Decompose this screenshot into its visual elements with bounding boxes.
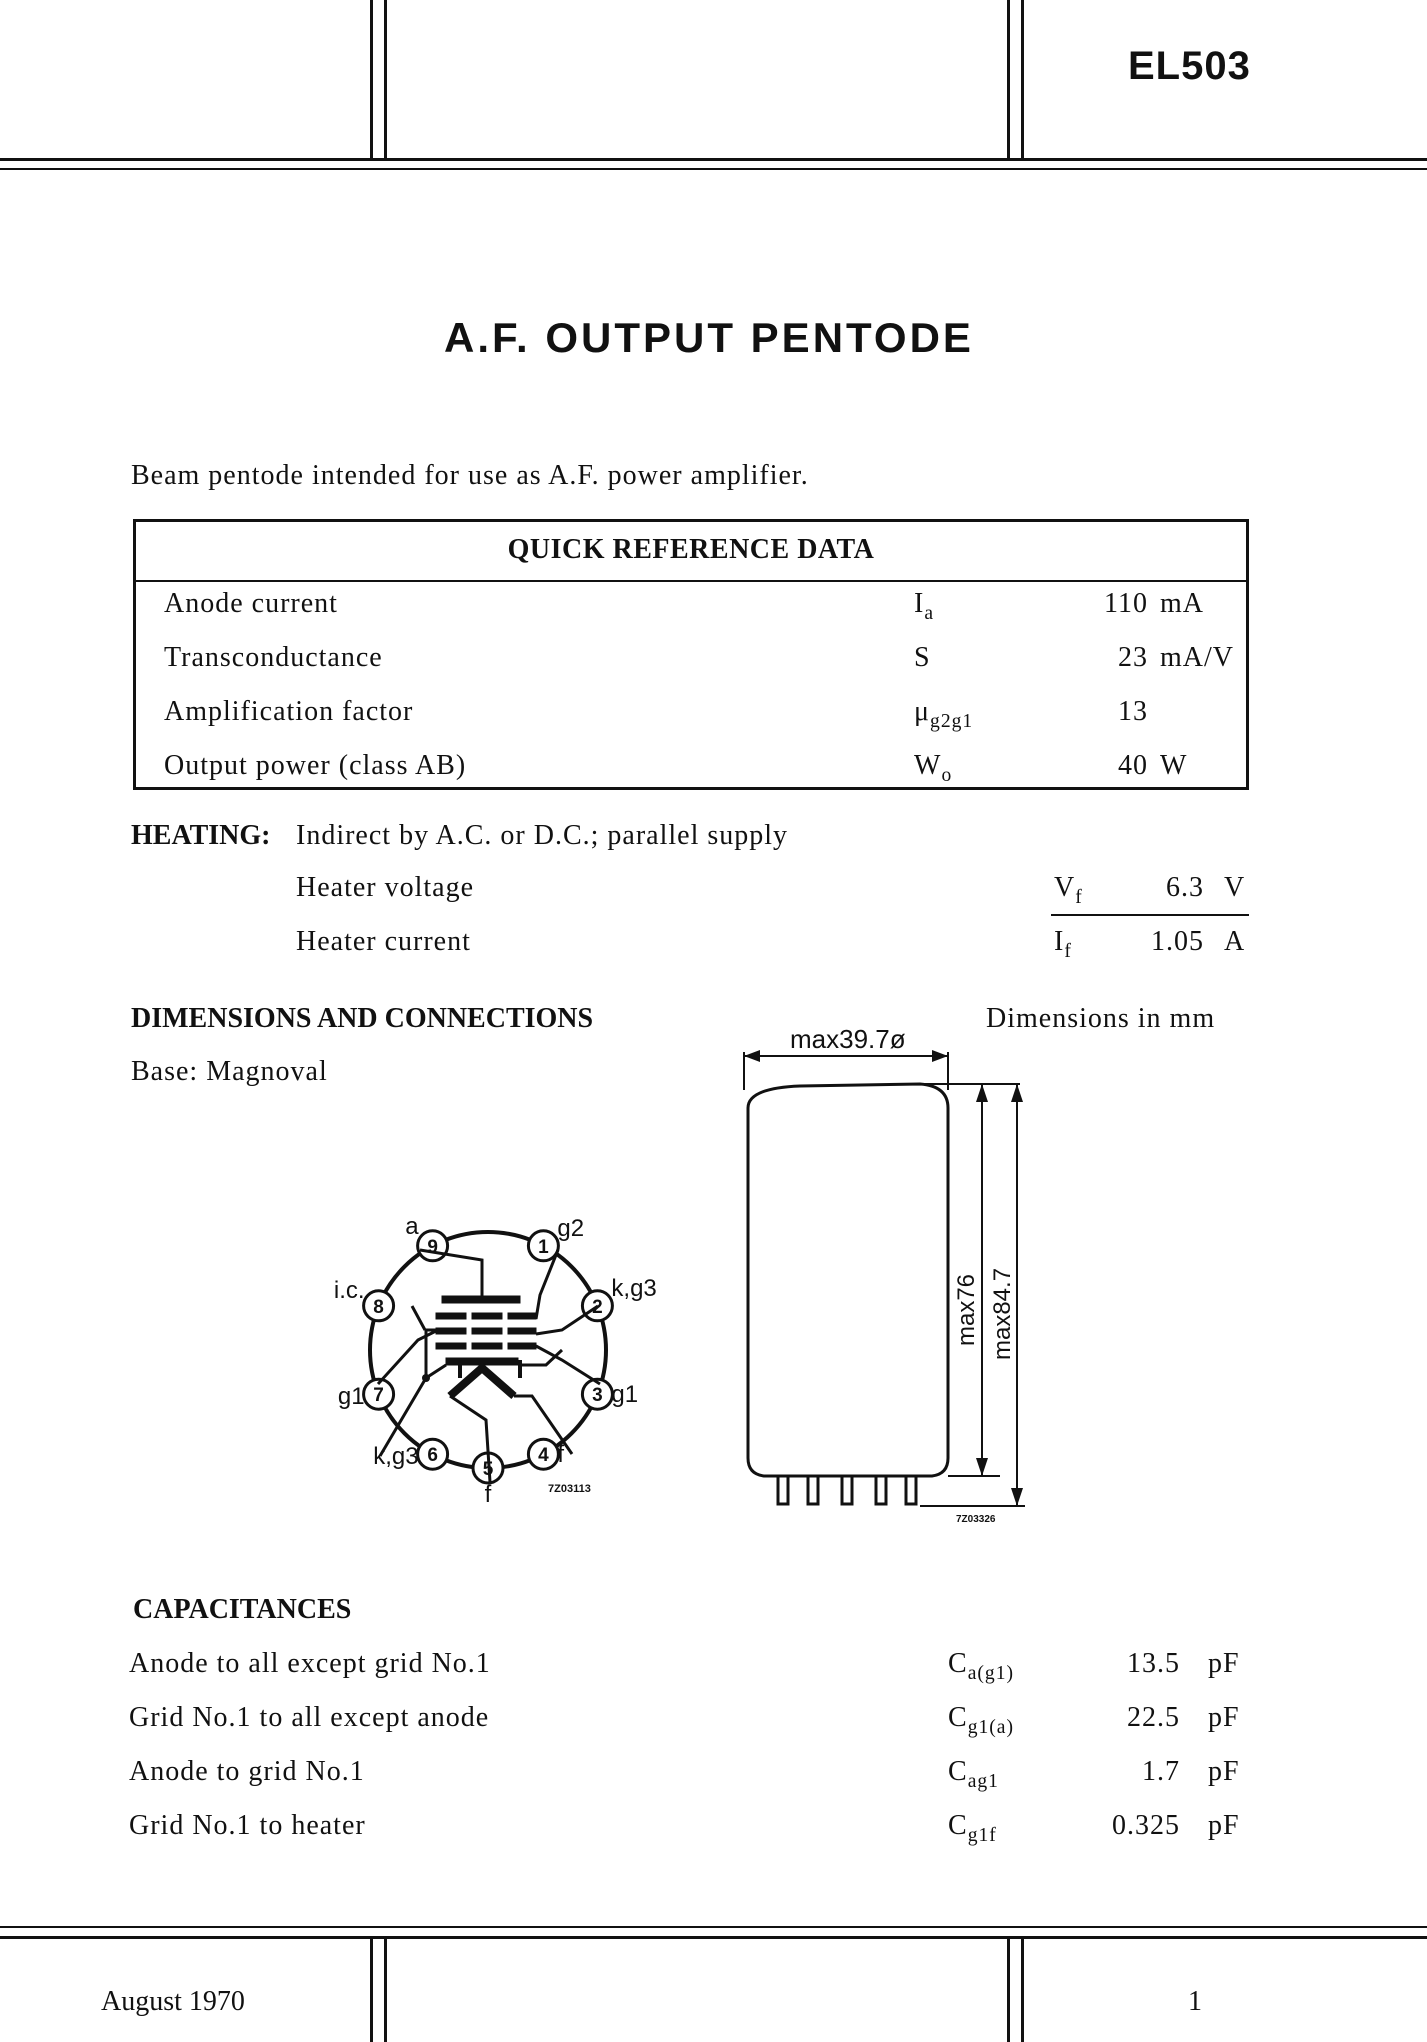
capacitance-label: Anode to grid No.1 (129, 1756, 365, 1787)
pin-number: 3 (592, 1385, 603, 1407)
pin-number: 5 (482, 1459, 494, 1480)
drawing-code-base: 7Z03113 (548, 1483, 591, 1495)
symbol-base: C (948, 1702, 968, 1733)
qr-unit: mA/V (1160, 642, 1234, 673)
footer-rule-top (0, 1926, 1427, 1928)
page-number: 1 (1188, 1986, 1203, 2017)
pin-label: a (405, 1212, 419, 1240)
capacitance-value: 13.5 (1127, 1648, 1180, 1679)
symbol-subscript: f (1075, 886, 1083, 908)
heating-row-value: 1.05 (1151, 926, 1204, 957)
qr-label: Transconductance (164, 642, 383, 673)
capacitances-heading: CAPACITANCES (133, 1594, 352, 1625)
capacitance-symbol (948, 1702, 1014, 1739)
capacitance-symbol (948, 1756, 999, 1793)
symbol-base: C (948, 1756, 968, 1787)
footer-divider-1b (384, 1936, 387, 2042)
outline-drawing (720, 1000, 1080, 1540)
header-divider-1b (384, 0, 387, 160)
page-title: A.F. OUTPUT PENTODE (444, 314, 974, 361)
footer-rule-bottom (0, 1936, 1427, 1939)
pin-number: 9 (427, 1236, 438, 1258)
footer-divider-2a (1007, 1936, 1010, 2042)
pin-label: g1 (611, 1381, 639, 1409)
bulb-outline (748, 1084, 948, 1476)
capacitance-label: Anode to all except grid No.1 (129, 1648, 491, 1679)
pin-number: 8 (373, 1296, 384, 1318)
electrode-structure (436, 1296, 536, 1396)
footer-date: August 1970 (101, 1986, 245, 2017)
drawing-code-outline: 7Z03326 (956, 1514, 996, 1525)
footer-divider-1a (370, 1936, 373, 2042)
capacitance-label: Grid No.1 to heater (129, 1810, 366, 1841)
symbol-base: C (948, 1648, 968, 1679)
header-divider-2a (1007, 0, 1010, 160)
symbol-subscript: g (930, 710, 941, 732)
symbol-subscript: g1f (967, 1824, 997, 1846)
symbol-subscript-2: 2g1 (940, 710, 974, 732)
heating-row-unit: V (1224, 872, 1246, 903)
heating-label: HEATING: (131, 820, 271, 851)
pin-number: 7 (373, 1385, 384, 1407)
heating-text: Indirect by A.C. or D.C.; parallel supply (296, 820, 789, 851)
dimensions-note: Dimensions in mm (986, 1003, 1216, 1034)
pin-label: g1 (337, 1383, 365, 1411)
quick-reference-table (133, 519, 1249, 790)
symbol-base: W (914, 750, 942, 781)
pin-number: 6 (427, 1445, 438, 1467)
symbol-subscript: o (941, 764, 953, 786)
symbol-base: V (1054, 872, 1076, 903)
description: Beam pentode intended for use as A.F. power amplifier. (131, 460, 809, 491)
capacitance-symbol (948, 1810, 997, 1847)
capacitance-symbol (948, 1648, 1014, 1685)
symbol-base: S (914, 642, 931, 673)
heating-rule (1051, 914, 1249, 916)
heating-row-label: Heater voltage (296, 872, 475, 903)
symbol-subscript: f (1064, 940, 1072, 962)
type-number: EL503 (1128, 44, 1251, 88)
symbol-base: C (948, 1810, 968, 1841)
symbol-base: I (914, 588, 925, 619)
heating-row-symbol (1054, 926, 1072, 963)
quick-reference-heading-rule (136, 580, 1246, 582)
qr-value: 13 (1118, 696, 1148, 727)
symbol-base: μ (914, 696, 931, 727)
max-height-body-label: max76 (953, 1273, 980, 1346)
capacitance-unit: pF (1208, 1648, 1240, 1679)
pin-label: f (484, 1481, 492, 1508)
footer-divider-2b (1021, 1936, 1024, 2042)
capacitance-value: 0.325 (1112, 1810, 1180, 1841)
qr-unit: W (1160, 750, 1188, 781)
header-rule-bottom (0, 168, 1427, 170)
qr-label: Output power (class AB) (164, 750, 467, 781)
pin-label: k,g3 (611, 1274, 657, 1302)
pin-number: 2 (592, 1296, 603, 1318)
capacitance-value: 22.5 (1127, 1702, 1180, 1733)
symbol-subscript: g1(a) (967, 1716, 1015, 1738)
header-rule-top (0, 158, 1427, 161)
heating-row-label: Heater current (296, 926, 471, 957)
pin-label: k,g3 (373, 1443, 419, 1471)
max-diameter-label: max39.7ø (790, 1024, 906, 1054)
pin-number: 4 (538, 1445, 549, 1467)
pin-number: 1 (538, 1236, 549, 1258)
qr-symbol (914, 750, 952, 787)
dimensions-heading: DIMENSIONS AND CONNECTIONS (131, 1003, 594, 1034)
capacitance-unit: pF (1208, 1810, 1240, 1841)
qr-value: 110 (1104, 588, 1148, 619)
anode-plate (442, 1296, 520, 1303)
qr-value: 40 (1118, 750, 1148, 781)
qr-value: 23 (1118, 642, 1148, 673)
quick-reference-heading: QUICK REFERENCE DATA (507, 534, 875, 565)
base-connection-diagram (300, 1200, 700, 1520)
heating-row-symbol (1054, 872, 1083, 909)
qr-symbol (914, 642, 931, 674)
max-height-total-label: max84.7 (989, 1267, 1016, 1360)
capacitance-unit: pF (1208, 1756, 1240, 1787)
pin-label: i.c. (333, 1276, 365, 1304)
base-type: Base: Magnoval (131, 1056, 328, 1087)
pin-label: f (557, 1441, 565, 1469)
qr-label: Amplification factor (164, 696, 414, 727)
capacitance-unit: pF (1208, 1702, 1240, 1733)
symbol-subscript: a(g1) (967, 1662, 1015, 1684)
header-divider-1a (370, 0, 373, 160)
symbol-base: I (1054, 926, 1065, 957)
capacitance-label: Grid No.1 to all except anode (129, 1702, 490, 1733)
qr-label: Anode current (164, 588, 338, 619)
header-divider-2b (1021, 0, 1024, 160)
heating-row-unit: A (1224, 926, 1246, 957)
outline-pins (778, 1476, 916, 1504)
qr-symbol (914, 696, 973, 733)
symbol-subscript: ag1 (967, 1770, 999, 1792)
pin-label: g2 (557, 1214, 585, 1242)
qr-symbol (914, 588, 934, 625)
qr-unit: mA (1160, 588, 1204, 619)
symbol-subscript: a (924, 602, 935, 624)
heating-row-value: 6.3 (1166, 872, 1204, 903)
capacitance-value: 1.7 (1142, 1756, 1180, 1787)
